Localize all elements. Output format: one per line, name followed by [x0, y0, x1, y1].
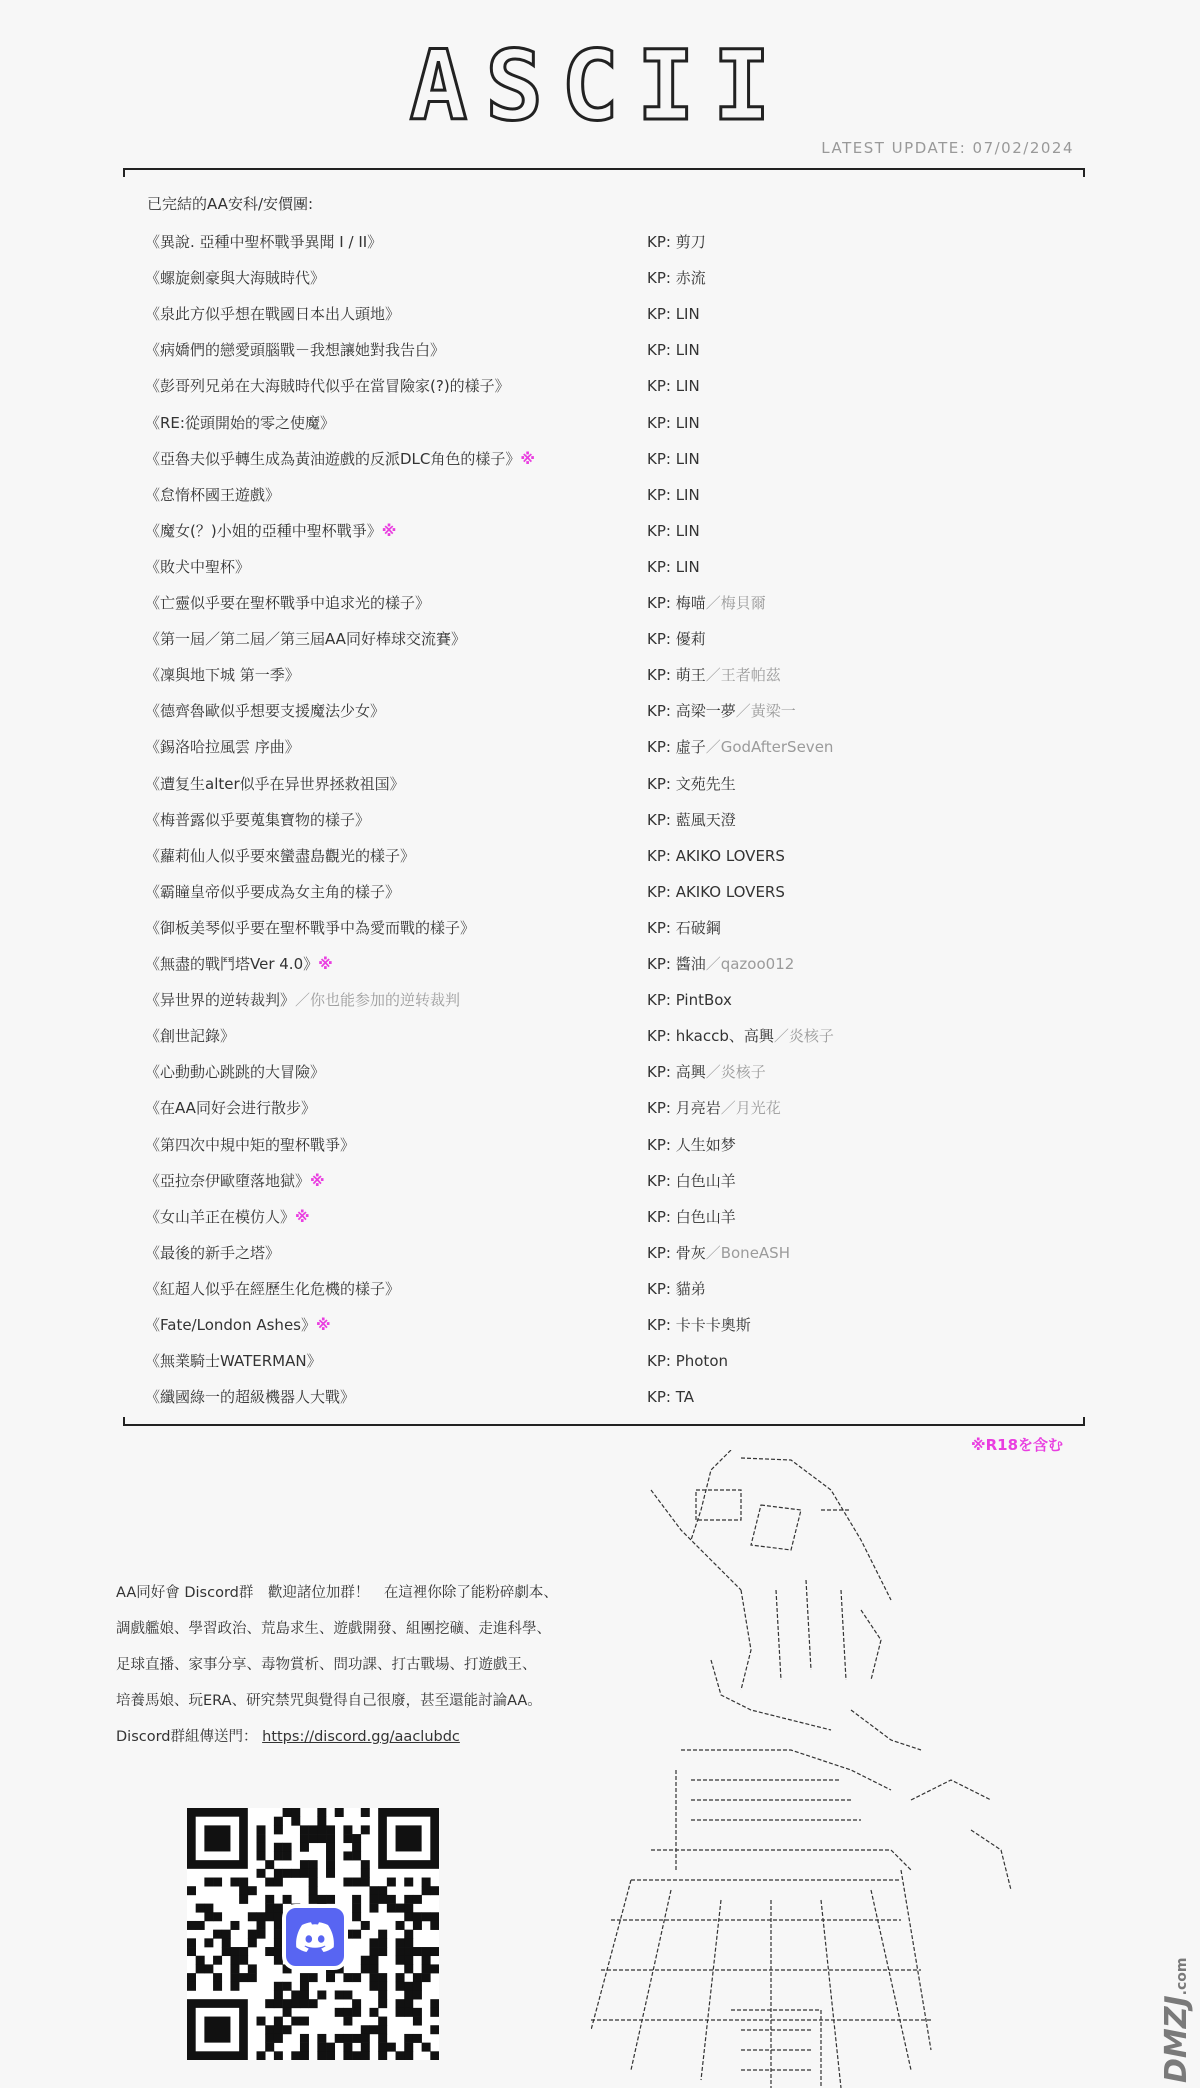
kp-alt-name: ／GodAfterSeven	[705, 738, 834, 757]
list-item	[145, 1060, 1085, 1084]
kp-credit	[647, 230, 706, 254]
kp-alt-name: ／炎核子	[773, 1027, 834, 1046]
kp-name: KP: LIN	[647, 341, 700, 360]
work-title-text: 《泉此方似乎想在戰國日本出人頭地》	[145, 305, 401, 324]
kp-alt-name: ／梅貝爾	[705, 594, 766, 612]
kp-name: KP: 白色山羊	[647, 1171, 736, 1190]
kp-name: KP: 月亮岩	[647, 1099, 721, 1118]
list-item	[145, 1096, 1085, 1120]
discord-line: 調戲艦娘、學習政治、荒島求生、遊戲開發、組團挖礦、走進科學、	[116, 1621, 551, 1637]
list-item	[145, 844, 1085, 868]
work-title-text: 《亞拉奈伊歐墮落地獄》	[145, 1171, 311, 1190]
discord-qr-code[interactable]	[187, 1808, 439, 2060]
work-title	[145, 808, 370, 832]
work-title-text: 《德齊魯歐似乎想要支援魔法少女》	[145, 702, 386, 721]
work-title-text: 《梅普露似乎要蒐集寶物的樣子》	[145, 810, 371, 829]
kp-name: KP: 高梁一夢	[647, 702, 736, 721]
page	[9, 8, 1194, 2083]
discord-line: 足球直播、家事分享、毒物賞析、問功課、打古戰場、打遊戲王、	[116, 1657, 537, 1673]
kp-name: KP: 剪刀	[647, 233, 706, 251]
kp-credit	[647, 1096, 781, 1120]
discord-icon	[282, 1904, 348, 1970]
work-title	[145, 1313, 331, 1337]
list-item	[145, 663, 1085, 687]
kp-credit	[647, 1313, 751, 1337]
work-title	[145, 1349, 322, 1373]
kp-alt-name: ／BoneASH	[705, 1243, 790, 1262]
work-title	[145, 230, 382, 254]
work-title-text: 《亞魯夫似乎轉生成為黃油遊戲的反派DLC角色的樣子》	[145, 449, 521, 468]
work-title-alt: ／你也能参加的逆转裁判	[295, 991, 461, 1010]
work-title	[145, 1205, 310, 1229]
kp-credit	[647, 555, 700, 579]
work-title	[145, 1241, 280, 1265]
kp-name: KP: 人生如梦	[647, 1135, 736, 1154]
work-title-text: 《霸瞳皇帝似乎要成為女主角的樣子》	[145, 882, 401, 901]
work-title	[145, 663, 300, 687]
discord-link-label: Discord群組傳送門：	[116, 1729, 258, 1745]
work-title-text: 《在AA同好会进行散步》	[145, 1099, 316, 1118]
work-title-text: 《創世記錄》	[145, 1027, 236, 1046]
work-title	[145, 519, 396, 543]
list-item	[145, 772, 1085, 796]
work-title	[145, 1385, 355, 1409]
list-item	[145, 916, 1085, 940]
kp-name: KP: 卡卡卡奧斯	[647, 1316, 751, 1334]
work-title	[145, 1169, 325, 1193]
work-title	[145, 555, 250, 579]
kp-name: KP: LIN	[647, 413, 700, 432]
kp-alt-name: ／王者帕茲	[705, 666, 781, 685]
list-item	[145, 952, 1085, 976]
work-title	[145, 699, 385, 723]
work-title	[145, 411, 335, 435]
r18-mark: ※	[310, 1171, 325, 1190]
work-title-text: 《遭复生alter似乎在异世界拯救祖国》	[145, 774, 405, 793]
kp-credit	[647, 338, 700, 362]
list-item	[145, 699, 1085, 723]
list-item	[145, 519, 1085, 543]
list-item	[145, 1349, 1085, 1373]
kp-alt-name: ／黃梁一	[735, 702, 796, 721]
discord-line: AA同好會 Discord群 歡迎諸位加群！ 在這裡你除了能粉碎劇本、	[116, 1585, 558, 1601]
kp-credit	[647, 844, 785, 868]
list-item	[145, 483, 1085, 507]
work-title-text: 《第一屆／第二屆／第三屆AA同好棒球交流賽》	[145, 630, 466, 649]
kp-credit	[647, 1024, 834, 1048]
work-title-text: 《螺旋劍豪與大海賊時代》	[145, 269, 326, 288]
latest-update: LATEST UPDATE: 07/02/2024	[821, 139, 1074, 157]
list-item	[145, 266, 1085, 290]
r18-note: ※R18を含む	[971, 1436, 1064, 1454]
list-item	[145, 1277, 1085, 1301]
work-title-text: 《心動動心跳跳的大冒險》	[145, 1063, 326, 1082]
work-title-text: 《第四次中規中矩的聖杯戰爭》	[145, 1135, 356, 1154]
work-title-text: 《凜與地下城 第一季》	[145, 666, 300, 685]
kp-name: KP: 高興	[647, 1063, 706, 1082]
kp-alt-name: ／qazoo012	[705, 955, 795, 973]
kp-name: KP: TA	[647, 1388, 694, 1407]
kp-name: KP: Photon	[647, 1352, 728, 1371]
list-item	[145, 230, 1085, 254]
work-title	[145, 880, 400, 904]
kp-name: KP: 藍風天澄	[647, 810, 736, 829]
list-item	[145, 338, 1085, 362]
kp-credit	[647, 447, 700, 471]
work-title	[145, 735, 300, 759]
list-item	[145, 1313, 1085, 1337]
kp-name: KP: 骨灰	[647, 1243, 706, 1262]
kp-credit	[647, 519, 700, 543]
work-title	[145, 374, 510, 398]
kp-credit	[647, 988, 732, 1012]
kp-credit	[647, 916, 721, 940]
work-title-text: 《紅超人似乎在經歷生化危機的樣子》	[145, 1279, 401, 1298]
top-rule	[123, 168, 1085, 170]
list-item	[145, 735, 1085, 759]
work-title-text: 《病嬌們的戀愛頭腦戰－我想讓她對我告白》	[145, 341, 446, 360]
work-title-text: 《魔女(？)小姐的亞種中聖杯戰爭》	[145, 521, 382, 540]
kp-credit	[647, 266, 706, 290]
kp-name: KP: 優莉	[647, 630, 706, 649]
list-item	[145, 988, 1085, 1012]
work-title-text: 《亡靈似乎要在聖杯戰爭中追求光的樣子》	[145, 594, 431, 612]
work-title	[145, 952, 333, 976]
kp-credit	[647, 772, 736, 796]
kp-credit	[647, 880, 785, 904]
kp-name: KP: LIN	[647, 305, 700, 324]
discord-invite-link[interactable]: https://discord.gg/aaclubdc	[262, 1729, 460, 1745]
work-title	[145, 338, 445, 362]
list-item	[145, 1024, 1085, 1048]
list-item	[145, 1205, 1085, 1229]
ascii-art-figure	[591, 1450, 1051, 2088]
work-title-text: 《異說. 亞種中聖杯戰爭異聞 I / II》	[145, 233, 383, 251]
list-header: 已完結的AA安科/安價團:	[147, 195, 314, 213]
kp-credit	[647, 1205, 736, 1229]
kp-credit	[647, 1385, 694, 1409]
kp-name: KP: LIN	[647, 485, 700, 504]
kp-name: KP: LIN	[647, 521, 700, 540]
r18-mark: ※	[315, 1316, 331, 1334]
work-title	[145, 483, 280, 507]
list-item	[145, 808, 1085, 832]
work-title-text: 《Fate/London Ashes》	[145, 1316, 316, 1334]
kp-credit	[647, 627, 706, 651]
discord-link-line	[116, 1719, 606, 1755]
site-watermark: DMZJ.com	[1159, 1957, 1194, 2083]
list-item	[145, 591, 1085, 615]
kp-name: KP: 石破鋼	[647, 918, 721, 937]
work-title-text: 《女山羊正在模仿人》	[145, 1207, 296, 1226]
discord-line: 培養馬娘、玩ERA、研究禁咒與覺得自己很廢，甚至還能討論AA。	[116, 1693, 542, 1709]
r18-mark: ※	[295, 1207, 310, 1226]
kp-name: KP: 萌王	[647, 666, 706, 685]
kp-name: KP: 赤流	[647, 269, 706, 288]
kp-credit	[647, 808, 736, 832]
kp-alt-name: ／炎核子	[705, 1063, 766, 1082]
list-item	[145, 447, 1085, 471]
ascii-logo: ASCII	[409, 30, 789, 142]
kp-credit	[647, 411, 700, 435]
kp-name: KP: AKIKO LOVERS	[647, 882, 785, 901]
kp-credit	[647, 1241, 790, 1265]
list-item	[145, 374, 1085, 398]
work-title-text: 《纖國綠一的超級機器人大戰》	[145, 1388, 356, 1407]
kp-name: KP: 醬油	[647, 955, 706, 973]
work-title	[145, 266, 325, 290]
work-title	[145, 627, 466, 651]
work-title	[145, 772, 405, 796]
work-title-text: 《無盡的戰鬥塔Ver 4.0》	[145, 955, 319, 973]
kp-name: KP: 貓弟	[647, 1279, 706, 1298]
kp-name: KP: 文苑先生	[647, 774, 736, 793]
list-item	[145, 880, 1085, 904]
kp-credit	[647, 374, 700, 398]
kp-name: KP: LIN	[647, 449, 700, 468]
kp-credit	[647, 1277, 706, 1301]
list-item	[145, 1169, 1085, 1193]
kp-credit	[647, 483, 700, 507]
list-item	[145, 1241, 1085, 1265]
r18-mark: ※	[318, 955, 333, 973]
work-title-text: 《最後的新手之塔》	[145, 1243, 281, 1262]
kp-name: KP: LIN	[647, 557, 700, 576]
work-title-text: 《RE:從頭開始的零之使魔》	[145, 413, 335, 432]
kp-credit	[647, 1060, 766, 1084]
kp-name: KP: 白色山羊	[647, 1207, 736, 1226]
kp-name: KP: 虛子	[647, 738, 706, 757]
kp-credit	[647, 1169, 736, 1193]
work-title	[145, 447, 535, 471]
kp-name: KP: PintBox	[647, 991, 732, 1010]
work-title	[145, 302, 400, 326]
work-title-text: 《蘿莉仙人似乎要來蠻盡島觀光的樣子》	[145, 846, 416, 865]
kp-credit	[647, 699, 796, 723]
r18-mark: ※	[520, 449, 535, 468]
kp-credit	[647, 663, 781, 687]
work-title	[145, 844, 415, 868]
work-title	[145, 1060, 325, 1084]
kp-credit	[647, 302, 700, 326]
kp-credit	[647, 1349, 728, 1373]
work-title	[145, 1133, 355, 1157]
work-title-text: 《异世界的逆转裁判》	[145, 991, 296, 1010]
list-item	[145, 555, 1085, 579]
work-title-text: 《無業騎士WATERMAN》	[145, 1352, 322, 1371]
work-title-text: 《彭哥列兄弟在大海賊時代似乎在當冒險家(?)的樣子》	[145, 377, 510, 396]
work-title-text: 《錫洛哈拉風雲 序曲》	[145, 738, 300, 757]
kp-alt-name: ／月光花	[720, 1099, 781, 1118]
work-title	[145, 916, 475, 940]
work-title	[145, 591, 430, 615]
work-title	[145, 988, 460, 1012]
kp-name: KP: LIN	[647, 377, 700, 396]
kp-credit	[647, 952, 794, 976]
kp-name: KP: 梅喵	[647, 594, 706, 612]
kp-credit	[647, 735, 833, 759]
list-item	[145, 302, 1085, 326]
list-item	[145, 627, 1085, 651]
work-title	[145, 1277, 400, 1301]
list-item	[145, 411, 1085, 435]
work-title-text: 《御板美琴似乎要在聖杯戰爭中為愛而戰的樣子》	[145, 918, 476, 937]
list-item	[145, 1133, 1085, 1157]
kp-credit	[647, 1133, 736, 1157]
list-item	[145, 1385, 1085, 1409]
work-title-text: 《敗犬中聖杯》	[145, 557, 251, 576]
discord-info	[116, 1575, 606, 1755]
kp-credit	[647, 591, 766, 615]
bottom-rule	[123, 1424, 1085, 1426]
r18-mark: ※	[381, 521, 397, 540]
work-title-text: 《怠惰杯國王遊戲》	[145, 485, 281, 504]
work-title	[145, 1096, 316, 1120]
work-title	[145, 1024, 235, 1048]
kp-name: KP: AKIKO LOVERS	[647, 846, 785, 865]
kp-name: KP: hkaccb、高興	[647, 1027, 774, 1046]
